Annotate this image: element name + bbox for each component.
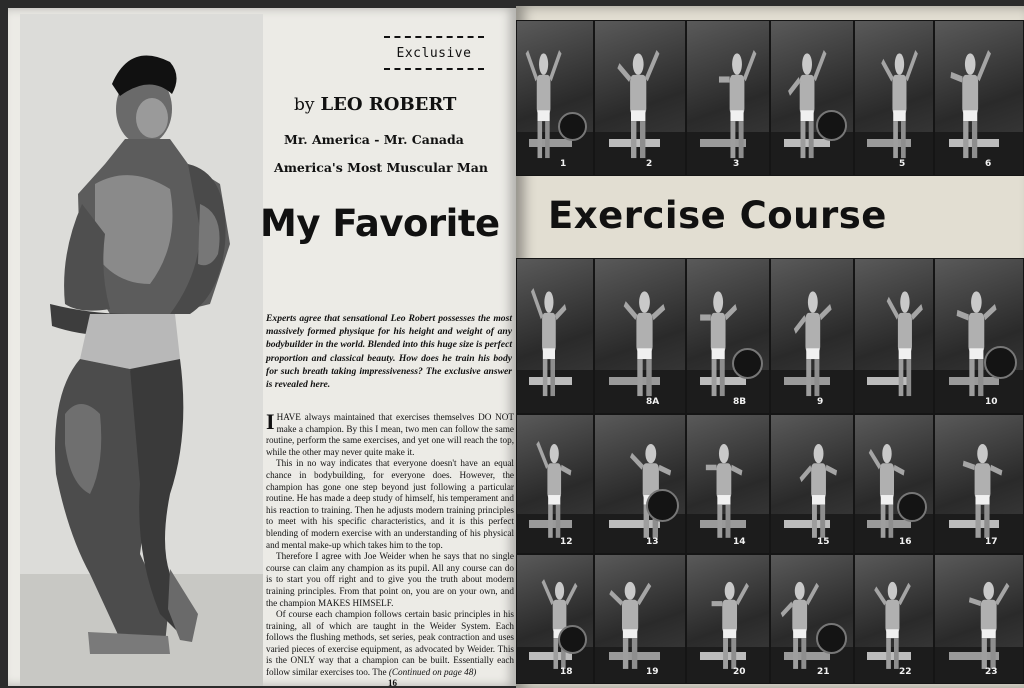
author-name: LEO ROBERT (320, 94, 457, 115)
photo-number: 1 (560, 159, 567, 169)
exercise-figure (855, 21, 933, 175)
weight-plate (558, 112, 587, 141)
photo-number: 17 (985, 537, 998, 547)
left-page (8, 8, 516, 686)
exercise-photo (934, 20, 1024, 176)
exercise-figure (517, 415, 593, 553)
headline-part-2: Exercise Course (548, 194, 887, 237)
photo-number: 9 (817, 397, 824, 407)
exercise-figure (517, 21, 593, 175)
exercise-photo (934, 414, 1024, 554)
exercise-figure (771, 555, 853, 683)
exercise-photo (854, 554, 934, 684)
exercise-figure (771, 415, 853, 553)
exercise-photo (594, 414, 686, 554)
paragraph-4 (266, 609, 514, 679)
weight-plate (897, 492, 927, 522)
exercise-figure (935, 21, 1023, 175)
exercise-figure (771, 259, 853, 413)
page-number: 16 (388, 678, 397, 688)
photo-number: 8A (646, 397, 660, 407)
exercise-photo (516, 554, 594, 684)
photo-number: 8B (733, 397, 747, 407)
photo-number: 14 (733, 537, 746, 547)
continued-note: (Continued on page 48) (388, 667, 477, 678)
right-page (516, 6, 1024, 688)
weight-plate (646, 489, 679, 522)
photo-number: 10 (985, 397, 998, 407)
exercise-photo (934, 554, 1024, 684)
photo-number: 15 (817, 537, 830, 547)
exercise-figure (855, 259, 933, 413)
exercise-figure (595, 259, 685, 413)
paragraph-1-text: HAVE always maintained that exercises themselves DO NOT make a champion. By this I mean, two men can follow the same routine, perform the same exercises, and yet one will reach the top, while the other may never quite make it. (266, 412, 514, 457)
photo-number: 13 (646, 537, 659, 547)
photo-number: 20 (733, 667, 746, 677)
exercise-photo (770, 414, 854, 554)
exercise-figure (517, 259, 593, 413)
byline (294, 94, 456, 115)
exercise-figure (687, 259, 769, 413)
author-titles: Mr. America - Mr. Canada (284, 132, 464, 147)
exercise-photo (770, 258, 854, 414)
paragraph-3: Therefore I agree with Joe Weider when he says that no single course can claim any champion as its pupil. All any course can do is to start you off right and to give you the truth about modern training principles. From that point on, you are on your own, and the champion MAKES HIMSELF. (266, 551, 514, 608)
exercise-figure (935, 555, 1023, 683)
exercise-photo (686, 258, 770, 414)
bodybuilder-photo (20, 14, 263, 686)
exercise-figure (595, 555, 685, 683)
photo-number: 6 (985, 159, 992, 169)
exclusive-tag (384, 36, 484, 70)
paragraph-4-tail: The (372, 667, 387, 678)
photo-number: 23 (985, 667, 998, 677)
photo-number: 18 (560, 667, 573, 677)
weight-plate (816, 623, 847, 654)
exercise-photo (594, 20, 686, 176)
weight-plate (816, 110, 847, 141)
exercise-photo (770, 20, 854, 176)
intro-paragraph: Experts agree that sensational Leo Robert possesses the most massively formed physique for his height and weight of any bodybuilder in the world. Blended into this huge size is perfect proportion and classical beauty. How does he train his body for such breath taking impressiveness? The exclusive answer is revealed here. (266, 313, 512, 391)
photo-number: 16 (899, 537, 912, 547)
exercise-photo (516, 258, 594, 414)
photo-number: 3 (733, 159, 740, 169)
paragraph-1 (266, 409, 514, 458)
exercise-photo (686, 554, 770, 684)
exercise-photo (686, 20, 770, 176)
weight-plate (732, 348, 763, 379)
article-body (266, 409, 514, 679)
exercise-figure (855, 555, 933, 683)
exercise-photo (594, 554, 686, 684)
byline-prefix: by (294, 95, 315, 115)
exercise-figure (687, 21, 769, 175)
exercise-photo (516, 20, 594, 176)
exercise-figure (687, 555, 769, 683)
exercise-photo (686, 414, 770, 554)
exercise-photo (934, 258, 1024, 414)
weight-plate (558, 625, 587, 654)
exclusive-label: Exclusive (396, 45, 472, 61)
exercise-photo (770, 554, 854, 684)
drop-cap: I (266, 409, 275, 434)
exercise-photo (854, 258, 934, 414)
exercise-photo (594, 258, 686, 414)
exercise-figure (855, 415, 933, 553)
paragraph-2: This in no way indicates that everyone doesn't have an equal chance in bodybuilding, for everyone does. However, the champion has gone one step beyond just following a particular routine. He has made a deep study of himself, his temperament and his reaction to training. Then he adjusts modern training principles to meet with his specific characteristics, and it is this perfect blending of modern exercise with an understanding of his physical and mental make-up which takes him to the top. (266, 458, 514, 550)
exercise-photo (854, 414, 934, 554)
exercise-photo (854, 20, 934, 176)
headline-part-1: My Favorite (260, 202, 500, 245)
paragraph-4-text: Of course each champion follows certain basic principles in his training, all of which are taught in the Weider System. Each follows the flushing methods, set series, peak contraction and uses varied pieces of exercise equipment, as advocated by Weider. This is the ONLY way that a champion can be built. Essentially each follow similar exercises too. (266, 609, 514, 678)
photo-number: 2 (646, 159, 653, 169)
exercise-figure (771, 21, 853, 175)
exercise-figure (595, 21, 685, 175)
photo-number: 5 (899, 159, 906, 169)
weight-plate (984, 346, 1017, 379)
bodybuilder-figure (20, 14, 263, 686)
exercise-figure (517, 555, 593, 683)
exercise-figure (935, 259, 1023, 413)
photo-number: 12 (560, 537, 573, 547)
photo-number: 22 (899, 667, 912, 677)
exercise-photo (516, 414, 594, 554)
photo-number: 21 (817, 667, 830, 677)
exercise-figure (687, 415, 769, 553)
author-tagline: America's Most Muscular Man (274, 160, 488, 175)
exercise-figure (935, 415, 1023, 553)
photo-number: 19 (646, 667, 659, 677)
exercise-figure (595, 415, 685, 553)
